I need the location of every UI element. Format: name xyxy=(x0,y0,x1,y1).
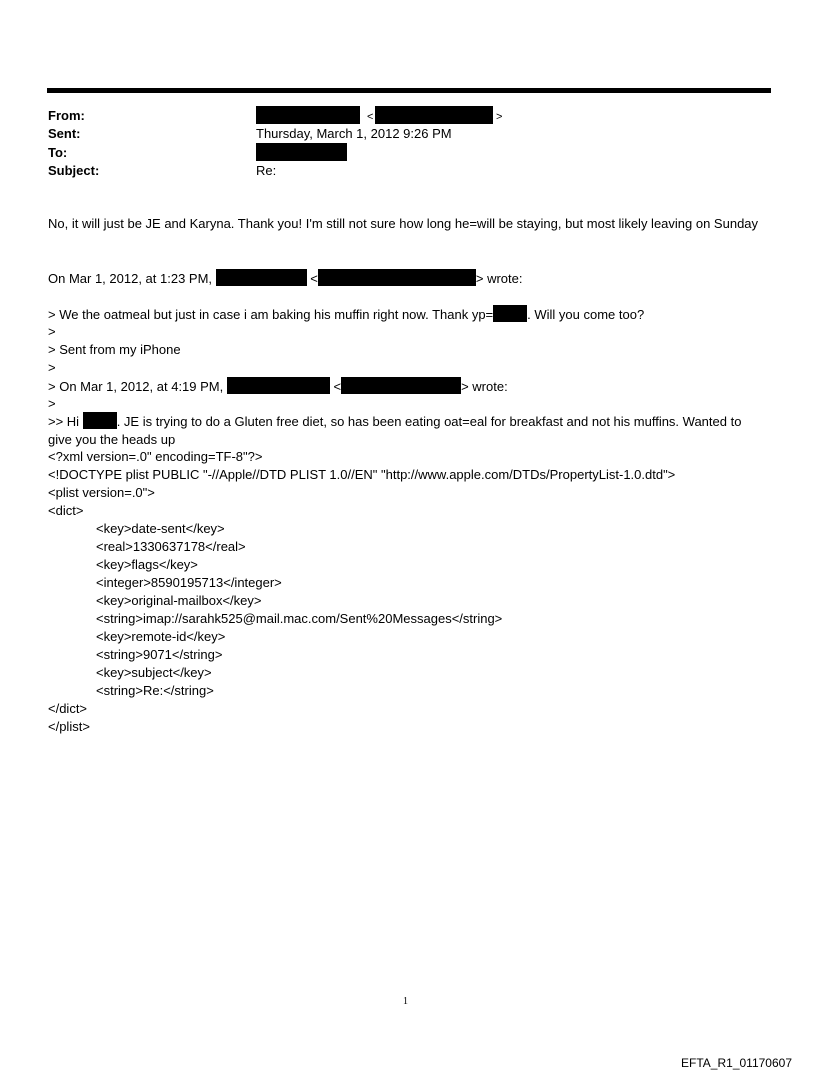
quote-header-1-date: On Mar 1, 2012, at 1:23 PM, xyxy=(48,271,213,286)
to-redaction xyxy=(256,143,347,161)
plist-close-tag: </plist> xyxy=(48,719,90,734)
header-rule xyxy=(47,88,771,93)
quoted-oatmeal-tail: . Will you come too? xyxy=(527,307,645,322)
quote-header-2-email-redaction xyxy=(341,377,461,394)
plist-line: <key>original-mailbox</key> xyxy=(96,593,262,608)
quoted-gt-1: > xyxy=(48,324,56,339)
sent-label: Sent: xyxy=(48,126,81,141)
plist-line: <string>Re:</string> xyxy=(96,683,214,698)
to-label: To: xyxy=(48,145,68,160)
from-label: From: xyxy=(48,108,85,123)
message-paragraph: No, it will just be JE and Karyna. Thank you! I'm still not sure how long he=will be staying, but most likely leaving on Sunday xyxy=(48,216,759,231)
quote-header-1-email-redaction xyxy=(318,269,476,286)
plist-line: <key>remote-id</key> xyxy=(96,629,226,644)
plist-open-tag: <plist version=.0"> xyxy=(48,485,155,500)
double-quoted-greeting: >> Hi xyxy=(48,414,80,429)
from-email-close-bracket: > xyxy=(496,111,503,123)
plist-xml-declaration: <?xml version=.0" encoding=TF-8"?> xyxy=(48,449,263,464)
subject-value: Re: xyxy=(256,163,277,178)
double-quoted-text: . JE is trying to do a Gluten free diet, so has been eating oat=eal for breakfast and not his muffins. Wanted to give you the heads up xyxy=(48,414,742,447)
plist-line: <key>flags</key> xyxy=(96,557,198,572)
quote-header-1 xyxy=(48,269,522,288)
quote-header-2 xyxy=(48,377,508,396)
plist-line: <string>imap://sarahk525@mail.mac.com/Sent%20Messages</string> xyxy=(96,611,503,626)
quote-header-1-wrote: > wrote: xyxy=(475,271,523,286)
plist-dict-close: </dict> xyxy=(48,701,88,716)
plist-line: <key>subject</key> xyxy=(96,665,212,680)
sent-value: Thursday, March 1, 2012 9:26 PM xyxy=(256,126,452,141)
quote-header-2-date: > On Mar 1, 2012, at 4:19 PM, xyxy=(48,379,224,394)
quote-header-2-name-redaction xyxy=(227,377,330,394)
quoted-line-oatmeal xyxy=(48,305,644,324)
plist-line: <key>date-sent</key> xyxy=(96,521,225,536)
quote-header-2-open: < xyxy=(333,379,342,394)
quoted-oatmeal-text: > We the oatmeal but just in case i am baking his muffin right now. Thank yp= xyxy=(48,307,494,322)
quoted-gt-2: > xyxy=(48,360,56,375)
plist-dict-open: <dict> xyxy=(48,503,84,518)
plist-line: <string>9071</string> xyxy=(96,647,223,662)
plist-line: <real>1330637178</real> xyxy=(96,539,246,554)
quote-header-1-name-redaction xyxy=(216,269,307,286)
from-email-redaction xyxy=(375,106,493,124)
page-number: 1 xyxy=(403,996,408,1007)
quote-header-1-open: < xyxy=(310,271,318,286)
from-name-redaction xyxy=(256,106,360,124)
quoted-gt-3: > xyxy=(48,396,56,411)
plist-line: <integer>8590195713</integer> xyxy=(96,575,282,590)
quoted-sent-from: > Sent from my iPhone xyxy=(48,342,181,357)
plist-doctype: <!DOCTYPE plist PUBLIC "-//Apple//DTD PLIST 1.0//EN" "http://www.apple.com/DTDs/PropertyList-1.0.dtd"> xyxy=(48,467,676,482)
from-email-open-bracket: < xyxy=(367,111,374,123)
subject-label: Subject: xyxy=(48,163,100,178)
quote-header-2-wrote: > wrote: xyxy=(461,379,508,394)
quoted-oatmeal-name-redaction xyxy=(493,305,527,322)
double-quoted-name-redaction xyxy=(83,412,117,429)
document-id: EFTA_R1_01170607 xyxy=(681,1056,792,1070)
double-quoted-message xyxy=(48,412,760,449)
